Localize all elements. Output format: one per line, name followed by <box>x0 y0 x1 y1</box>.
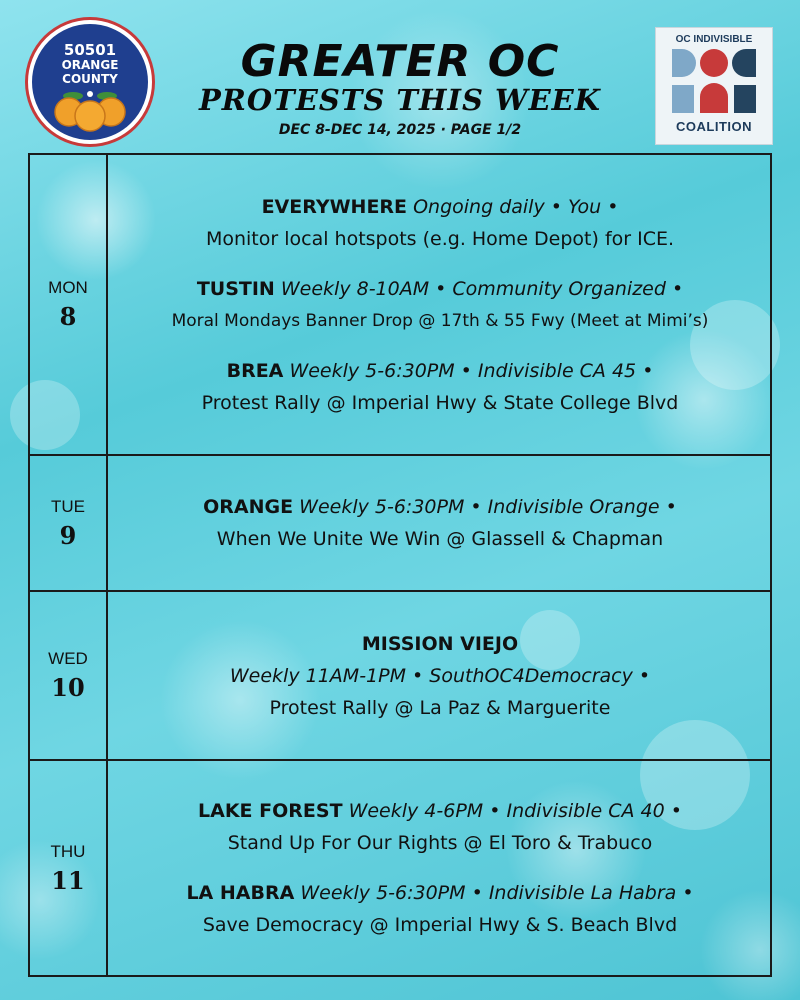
coalition-shapes-icon <box>668 45 760 117</box>
events-cell <box>110 456 770 590</box>
event-meta: Ongoing daily • You • <box>413 195 619 218</box>
event-city: TUSTIN <box>196 277 275 300</box>
logo-line-3: COUNTY <box>62 72 118 86</box>
logo-50501-orange-county <box>28 20 152 144</box>
day-name: TUE <box>51 496 85 516</box>
event-meta: Weekly 5-6:30PM • Indivisible Orange • <box>299 496 677 518</box>
event-city: MISSION VIEJO <box>361 632 519 655</box>
event-item <box>230 628 650 724</box>
event-city: ORANGE <box>203 496 294 518</box>
events-cell <box>110 761 770 975</box>
logo-line-2: ORANGE <box>61 58 119 72</box>
schedule-table <box>28 153 772 977</box>
logo-right-bottom-text: COALITION <box>676 119 752 134</box>
event-city: BREA <box>226 359 284 382</box>
logo-line-1: 50501 <box>63 41 117 59</box>
event-item <box>172 273 709 337</box>
events-cell <box>110 155 770 454</box>
day-cell <box>30 155 108 454</box>
day-cell <box>30 456 108 590</box>
day-cell <box>30 592 108 759</box>
day-row-mon <box>30 155 770 456</box>
event-city: LA HABRA <box>186 882 295 904</box>
event-detail: Stand Up For Our Rights @ El Toro & Trabuco <box>227 832 653 854</box>
day-row-wed <box>30 592 770 761</box>
event-item <box>203 491 677 555</box>
day-name: MON <box>48 278 88 297</box>
event-meta: Weekly 8-10AM • Community Organized • <box>280 277 684 300</box>
event-meta: Weekly 11AM-1PM • SouthOC4Democracy • <box>229 664 651 687</box>
oranges-icon <box>45 88 135 132</box>
day-cell <box>30 761 108 975</box>
event-detail: Monitor local hotspots (e.g. Home Depot) for ICE. <box>205 227 675 250</box>
date-range: DEC 8-DEC 14, 2025 · PAGE 1/2 <box>278 122 522 138</box>
events-cell <box>110 592 770 759</box>
logo-right-top-text: OC INDIVISIBLE <box>675 34 753 45</box>
page-subtitle: PROTESTS THIS WEEK <box>199 83 601 117</box>
page-title: GREATER OC <box>240 36 560 87</box>
day-date: 8 <box>59 302 77 331</box>
event-detail: Protest Rally @ La Paz & Marguerite <box>269 696 611 719</box>
day-row-thu <box>30 761 770 975</box>
event-item <box>202 355 679 419</box>
header-title-block <box>180 36 620 138</box>
event-detail: Moral Mondays Banner Drop @ 17th & 55 Fwy (Meet at Mimi’s) <box>171 310 709 331</box>
day-row-tue <box>30 456 770 592</box>
event-detail: Protest Rally @ Imperial Hwy & State College Blvd <box>201 391 679 414</box>
event-city: EVERYWHERE <box>261 195 408 218</box>
logo-oc-indivisible-coalition <box>655 27 773 145</box>
event-item <box>186 877 693 941</box>
event-meta: Weekly 5-6:30PM • Indivisible CA 45 • <box>289 359 654 382</box>
event-item <box>206 191 674 255</box>
day-date: 9 <box>59 520 77 550</box>
event-meta: Weekly 5-6:30PM • Indivisible La Habra • <box>300 882 694 904</box>
day-date: 11 <box>51 865 85 895</box>
event-meta: Weekly 4-6PM • Indivisible CA 40 • <box>348 800 682 822</box>
event-item <box>198 795 682 859</box>
day-date: 10 <box>51 673 85 702</box>
day-name: WED <box>48 649 88 668</box>
event-detail: When We Unite We Win @ Glassell & Chapman <box>216 528 664 550</box>
day-name: THU <box>50 841 86 861</box>
event-detail: Save Democracy @ Imperial Hwy & S. Beach Blvd <box>202 914 678 936</box>
event-city: LAKE FOREST <box>198 800 343 822</box>
